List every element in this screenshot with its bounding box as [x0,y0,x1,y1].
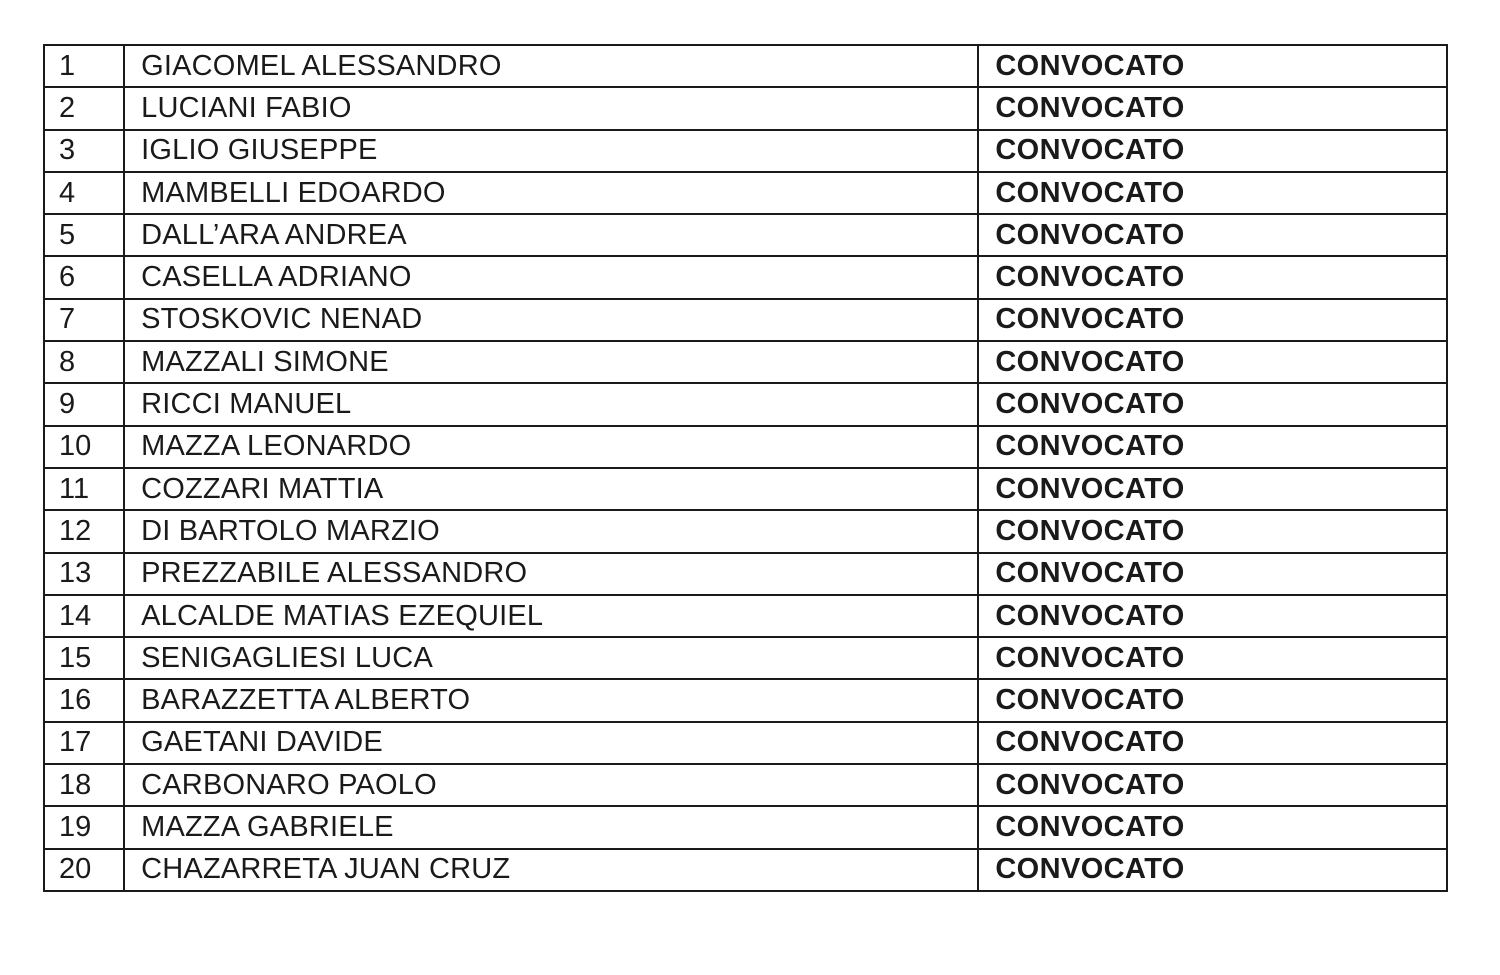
row-number: 13 [44,553,124,595]
row-number: 20 [44,849,124,891]
row-number: 7 [44,299,124,341]
player-name: CASELLA ADRIANO [124,256,978,298]
player-name: IGLIO GIUSEPPE [124,130,978,172]
row-number: 14 [44,595,124,637]
row-number: 12 [44,510,124,552]
status-label: CONVOCATO [978,341,1447,383]
player-name: MAZZALI SIMONE [124,341,978,383]
player-name: RICCI MANUEL [124,383,978,425]
table-row [44,426,1447,468]
table-row [44,172,1447,214]
table-row [44,595,1447,637]
player-name: PREZZABILE ALESSANDRO [124,553,978,595]
status-label: CONVOCATO [978,130,1447,172]
status-label: CONVOCATO [978,45,1447,87]
table-row [44,299,1447,341]
player-name: MAZZA LEONARDO [124,426,978,468]
status-label: CONVOCATO [978,172,1447,214]
table-row [44,256,1447,298]
row-number: 5 [44,214,124,256]
row-number: 6 [44,256,124,298]
table-row [44,806,1447,848]
status-label: CONVOCATO [978,595,1447,637]
row-number: 16 [44,679,124,721]
player-name: ALCALDE MATIAS EZEQUIEL [124,595,978,637]
status-label: CONVOCATO [978,764,1447,806]
roster-table-body [44,45,1447,891]
status-label: CONVOCATO [978,849,1447,891]
row-number: 4 [44,172,124,214]
status-label: CONVOCATO [978,637,1447,679]
row-number: 9 [44,383,124,425]
status-label: CONVOCATO [978,553,1447,595]
row-number: 3 [44,130,124,172]
row-number: 18 [44,764,124,806]
table-row [44,45,1447,87]
table-row [44,130,1447,172]
table-row [44,214,1447,256]
player-name: MAZZA GABRIELE [124,806,978,848]
row-number: 8 [44,341,124,383]
player-name: SENIGAGLIESI LUCA [124,637,978,679]
player-name: CHAZARRETA JUAN CRUZ [124,849,978,891]
player-name: BARAZZETTA ALBERTO [124,679,978,721]
status-label: CONVOCATO [978,426,1447,468]
table-row [44,341,1447,383]
status-label: CONVOCATO [978,383,1447,425]
row-number: 11 [44,468,124,510]
player-name: DI BARTOLO MARZIO [124,510,978,552]
table-row [44,510,1447,552]
status-label: CONVOCATO [978,722,1447,764]
table-row [44,764,1447,806]
roster-table [43,44,1448,892]
table-row [44,722,1447,764]
status-label: CONVOCATO [978,806,1447,848]
player-name: CARBONARO PAOLO [124,764,978,806]
player-name: COZZARI MATTIA [124,468,978,510]
status-label: CONVOCATO [978,510,1447,552]
table-row [44,87,1447,129]
player-name: MAMBELLI EDOARDO [124,172,978,214]
table-row [44,383,1447,425]
player-name: GIACOMEL ALESSANDRO [124,45,978,87]
status-label: CONVOCATO [978,87,1447,129]
row-number: 19 [44,806,124,848]
row-number: 2 [44,87,124,129]
table-row [44,679,1447,721]
status-label: CONVOCATO [978,468,1447,510]
status-label: CONVOCATO [978,256,1447,298]
table-row [44,849,1447,891]
player-name: DALL’ARA ANDREA [124,214,978,256]
row-number: 1 [44,45,124,87]
status-label: CONVOCATO [978,299,1447,341]
player-name: STOSKOVIC NENAD [124,299,978,341]
table-row [44,468,1447,510]
row-number: 15 [44,637,124,679]
status-label: CONVOCATO [978,214,1447,256]
player-name: GAETANI DAVIDE [124,722,978,764]
row-number: 17 [44,722,124,764]
player-name: LUCIANI FABIO [124,87,978,129]
status-label: CONVOCATO [978,679,1447,721]
table-row [44,553,1447,595]
table-row [44,637,1447,679]
row-number: 10 [44,426,124,468]
